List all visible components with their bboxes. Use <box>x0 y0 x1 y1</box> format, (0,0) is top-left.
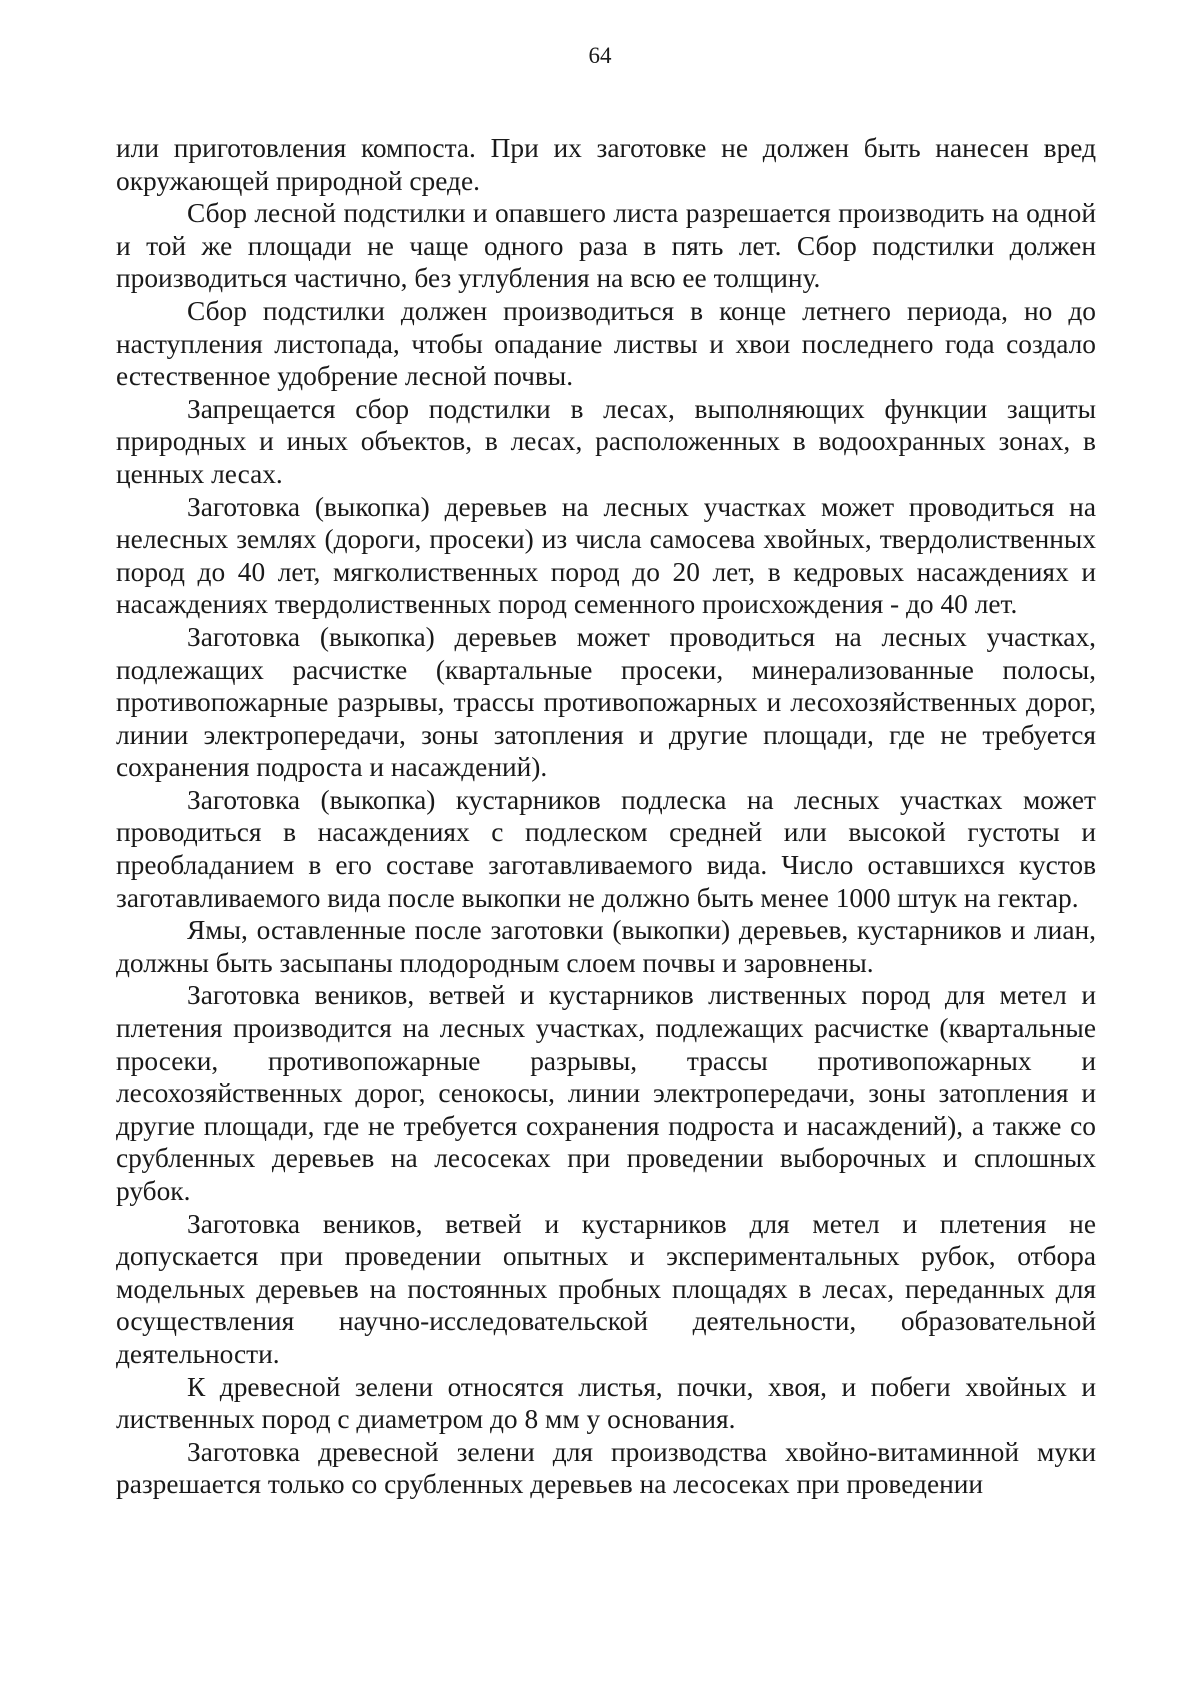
paragraph: Запрещается сбор подстилки в лесах, выполняющих функции защиты природных и иных объектов, в лесах, расположенных в водоохранных зонах, в ценных лесах. <box>116 393 1096 489</box>
paragraph: Заготовка (выкопка) деревьев на лесных участках может проводиться на нелесных землях (дороги, просеки) из числа самосева хвойных, твердолиственных пород до 40 лет, мягколиственных пород до 20 лет, в кедровых насаждениях и насаждениях твердолиственных пород семенного происхождения - до 40 лет. <box>116 491 1096 620</box>
paragraph: К древесной зелени относятся листья, почки, хвоя, и побеги хвойных и лиственных пород с диаметром до 8 мм у основания. <box>116 1371 1096 1435</box>
paragraph: Заготовка (выкопка) деревьев может проводиться на лесных участках, подлежащих расчистке (квартальные просеки, минерализованные полосы, противопожарные разрывы, трассы противопожарных и лесохозяйственных дорог, линии электропередачи, зоны затопления и другие площади, где не требуется сохранения подроста и насаждений). <box>116 621 1096 783</box>
paragraph: Заготовка веников, ветвей и кустарников для метел и плетения не допускается при проведении опытных и экспериментальных рубок, отбора модельных деревьев на постоянных пробных площадях в лесах, переданных для осуществления научно-исследовательской деятельности, образовательной деятельности. <box>116 1208 1096 1369</box>
paragraph: Заготовка древесной зелени для производства хвойно-витаминной муки разрешается только со срубленных деревьев на лесосеках при проведении <box>116 1436 1096 1500</box>
paragraph: Заготовка веников, ветвей и кустарников лиственных пород для метел и плетения производится на лесных участках, подлежащих расчистке (квартальные просеки, противопожарные разрывы, трассы противопожарных и лесохозяйственных дорог, сенокосы, линии электропередачи, зоны затопления и другие площади, где не требуется сохранения подроста и насаждений), а также со срубленных деревьев на лесосеках при проведении выборочных и сплошных рубок. <box>116 980 1096 1206</box>
paragraph: Сбор подстилки должен производиться в конце летнего периода, но до наступления листопада, чтобы опадание листвы и хвои последнего года создало естественное удобрение лесной почвы. <box>116 295 1096 392</box>
page-number: 64 <box>588 43 612 68</box>
paragraph: Ямы, оставленные после заготовки (выкопки) деревьев, кустарников и лиан, должны быть засыпаны плодородным слоем почвы и заровнены. <box>116 915 1096 978</box>
paragraph-continuation: или приготовления компоста. При их заготовке не должен быть нанесен вред окружающей природной среде. <box>116 133 1096 196</box>
paragraph: Сбор лесной подстилки и опавшего листа разрешается производить на одной и той же площади не чаще одного раза в пять лет. Сбор подстилки должен производиться частично, без углубления на всю ее толщину. <box>116 198 1096 294</box>
paragraph: Заготовка (выкопка) кустарников подлеска на лесных участках может проводиться в насаждениях с подлеском средней или высокой густоты и преобладанием в его составе заготавливаемого вида. Число оставшихся кустов заготавливаемого вида после выкопки не должно быть менее 1000 штук на гектар. <box>116 784 1096 913</box>
document-body <box>116 132 1096 1501</box>
